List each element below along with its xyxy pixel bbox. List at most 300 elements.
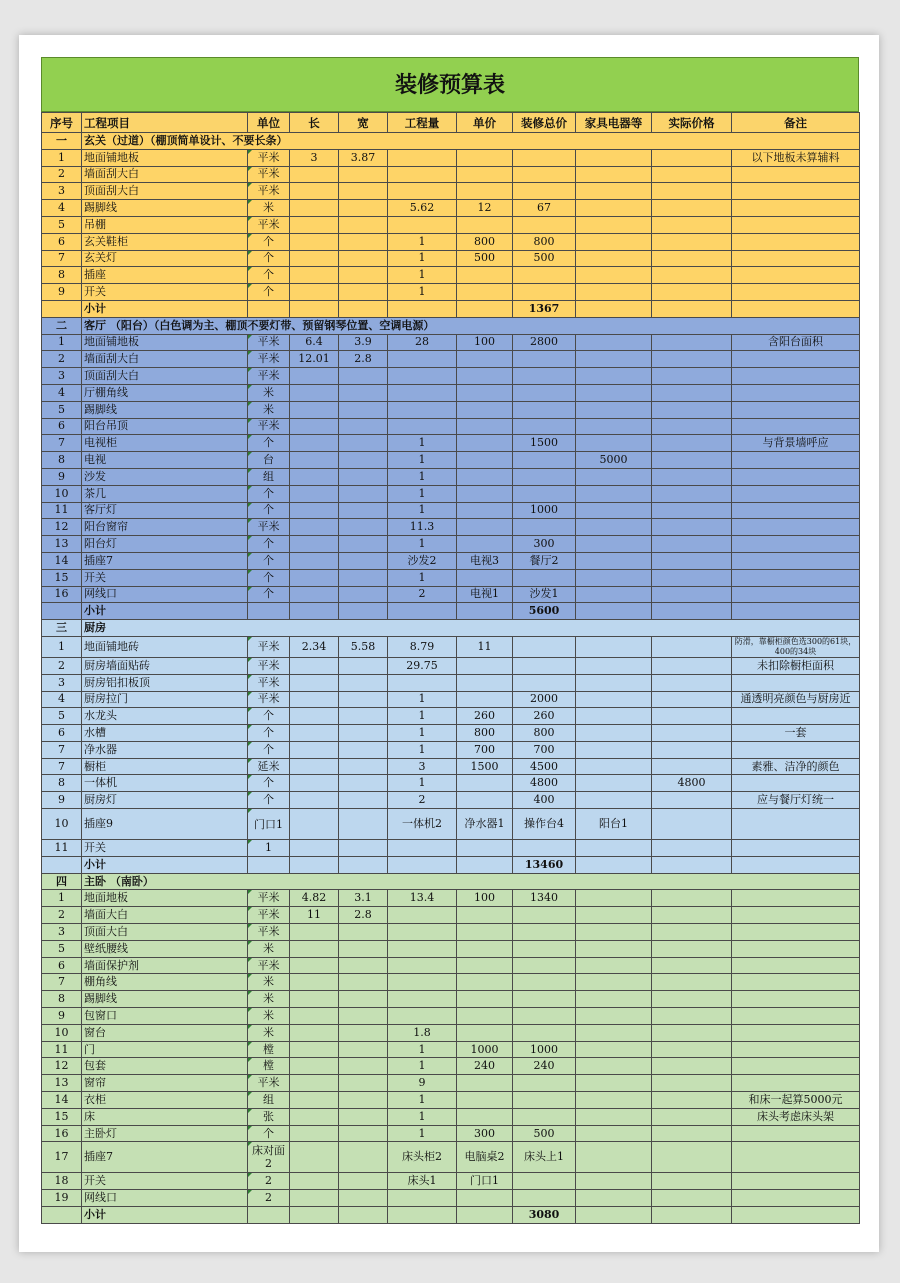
cell-appliances [576,267,652,284]
cell-item: 顶面刮大白 [82,368,248,385]
cell-unit-price: 电视1 [457,586,513,603]
cell-length [290,809,339,840]
cell-width [339,468,388,485]
cell-quantity [388,216,457,233]
cell-unit: 个 [248,775,290,792]
cell-total: 800 [513,725,576,742]
empty-cell [388,603,457,620]
cell-actual-price [652,569,732,586]
empty-cell [388,856,457,873]
cell-index: 7 [42,974,82,991]
cell-item: 墙面大白 [82,907,248,924]
cell-notes [732,233,860,250]
cell-actual-price [652,674,732,691]
cell-unit: 个 [248,233,290,250]
cell-actual-price: 4800 [652,775,732,792]
cell-appliances [576,586,652,603]
cell-index: 9 [42,284,82,301]
empty-cell [732,856,860,873]
cell-length [290,940,339,957]
cell-width [339,183,388,200]
col-header-quantity: 工程量 [388,113,457,133]
cell-index: 15 [42,569,82,586]
cell-total [513,924,576,941]
col-header-total: 装修总价 [513,113,576,133]
cell-actual-price [652,1008,732,1025]
cell-total: 240 [513,1058,576,1075]
cell-item: 床 [82,1108,248,1125]
subtotal-value: 1367 [513,300,576,317]
cell-total [513,485,576,502]
table-row [42,1173,860,1190]
cell-actual-price [652,468,732,485]
cell-item: 墙面刮大白 [82,166,248,183]
cell-index: 3 [42,924,82,941]
cell-notes: 防滑，靠橱柜颜色选300的61块，400的34块 [732,636,860,657]
cell-quantity [388,991,457,1008]
cell-item: 橱柜 [82,758,248,775]
cell-width [339,569,388,586]
cell-item: 开关 [82,569,248,586]
cell-quantity [388,183,457,200]
cell-actual-price [652,758,732,775]
cell-index: 1 [42,334,82,351]
cell-appliances [576,552,652,569]
cell-quantity [388,907,457,924]
cell-index: 8 [42,267,82,284]
cell-total [513,940,576,957]
cell-actual-price [652,1190,732,1207]
cell-total: 1000 [513,1041,576,1058]
cell-appliances [576,200,652,217]
cell-width: 3.1 [339,890,388,907]
table-row [42,1008,860,1025]
cell-actual-price [652,809,732,840]
cell-appliances [576,840,652,857]
cell-unit: 平米 [248,957,290,974]
cell-total [513,216,576,233]
cell-total: 操作台4 [513,809,576,840]
header-row [42,113,860,133]
cell-notes [732,368,860,385]
cell-unit: 个 [248,569,290,586]
cell-appliances [576,401,652,418]
cell-quantity: 28 [388,334,457,351]
cell-unit-price [457,452,513,469]
cell-unit-price [457,536,513,553]
cell-quantity [388,840,457,857]
table-row [42,267,860,284]
cell-total [513,183,576,200]
section-header-row [42,620,860,637]
cell-appliances [576,1008,652,1025]
table-row [42,657,860,674]
cell-total [513,1092,576,1109]
cell-index: 1 [42,149,82,166]
cell-item: 厨房拉门 [82,691,248,708]
cell-unit: 平米 [248,924,290,941]
cell-unit: 平米 [248,907,290,924]
cell-notes [732,418,860,435]
cell-length [290,957,339,974]
empty-cell [290,856,339,873]
cell-unit-price [457,657,513,674]
cell-width [339,1024,388,1041]
cell-actual-price [652,267,732,284]
cell-width [339,1108,388,1125]
cell-actual-price [652,940,732,957]
cell-actual-price [652,200,732,217]
cell-width [339,552,388,569]
table-row [42,758,860,775]
cell-length [290,691,339,708]
cell-quantity: 1 [388,267,457,284]
cell-item: 阳台窗帘 [82,519,248,536]
cell-appliances [576,334,652,351]
cell-total [513,657,576,674]
table-row [42,1024,860,1041]
cell-total: 餐厅2 [513,552,576,569]
cell-width [339,691,388,708]
table-row [42,1041,860,1058]
cell-unit: 平米 [248,149,290,166]
cell-unit: 平米 [248,657,290,674]
cell-unit-price [457,957,513,974]
cell-actual-price [652,485,732,502]
cell-total [513,452,576,469]
table-row [42,775,860,792]
cell-quantity [388,924,457,941]
cell-unit: 平米 [248,636,290,657]
cell-unit: 个 [248,284,290,301]
cell-total [513,166,576,183]
cell-length [290,1024,339,1041]
cell-length [290,250,339,267]
cell-item: 吊棚 [82,216,248,233]
col-header-length: 长 [290,113,339,133]
cell-appliances [576,1041,652,1058]
cell-notes: 床头考虑床头架 [732,1108,860,1125]
cell-appliances [576,691,652,708]
cell-notes [732,974,860,991]
cell-length [290,708,339,725]
cell-actual-price [652,183,732,200]
cell-index: 1 [42,890,82,907]
cell-appliances [576,775,652,792]
cell-actual-price [652,636,732,657]
cell-notes: 通透明亮颜色与厨房近 [732,691,860,708]
cell-unit-price: 800 [457,233,513,250]
cell-quantity: 1 [388,1108,457,1125]
empty-cell [732,1207,860,1224]
table-row [42,1075,860,1092]
cell-unit-price [457,368,513,385]
cell-width [339,536,388,553]
cell-actual-price [652,840,732,857]
table-row [42,1058,860,1075]
cell-index: 8 [42,775,82,792]
cell-item: 窗帘 [82,1075,248,1092]
cell-unit: 个 [248,1125,290,1142]
table-row [42,384,860,401]
subtotal-row [42,1207,860,1224]
cell-actual-price [652,401,732,418]
cell-unit-price [457,468,513,485]
cell-actual-price [652,166,732,183]
cell-item: 顶面大白 [82,924,248,941]
cell-index: 10 [42,809,82,840]
cell-index: 13 [42,1075,82,1092]
cell-appliances [576,1024,652,1041]
cell-quantity: 2 [388,792,457,809]
cell-actual-price [652,1125,732,1142]
cell-item: 阳台吊顶 [82,418,248,435]
cell-item: 墙面保护剂 [82,957,248,974]
cell-unit: 米 [248,200,290,217]
table-row [42,183,860,200]
cell-unit: 个 [248,485,290,502]
cell-notes [732,401,860,418]
cell-length [290,991,339,1008]
cell-unit: 1 [248,840,290,857]
table-row [42,452,860,469]
cell-width [339,435,388,452]
cell-notes [732,1125,860,1142]
cell-unit-price: 500 [457,250,513,267]
cell-total [513,149,576,166]
cell-unit-price: 门口1 [457,1173,513,1190]
cell-index: 10 [42,485,82,502]
cell-appliances: 5000 [576,452,652,469]
cell-actual-price [652,284,732,301]
cell-notes [732,536,860,553]
cell-unit-price [457,401,513,418]
cell-unit: 2 [248,1173,290,1190]
col-header-width: 宽 [339,113,388,133]
cell-notes [732,924,860,941]
section-number: 四 [42,873,82,890]
cell-total: 800 [513,233,576,250]
cell-total [513,674,576,691]
cell-unit-price [457,183,513,200]
cell-notes [732,267,860,284]
cell-unit-price [457,1075,513,1092]
subtotal-value: 13460 [513,856,576,873]
cell-actual-price [652,890,732,907]
cell-index: 16 [42,1125,82,1142]
cell-unit-price [457,991,513,1008]
cell-appliances [576,485,652,502]
cell-unit-price: 电视3 [457,552,513,569]
cell-unit-price: 12 [457,200,513,217]
table-row [42,334,860,351]
section-header-row [42,873,860,890]
cell-unit-price [457,1008,513,1025]
cell-length [290,586,339,603]
cell-notes: 和床一起算5000元 [732,1092,860,1109]
cell-total [513,991,576,1008]
cell-item: 厨房墙面贴砖 [82,657,248,674]
table-row [42,485,860,502]
cell-index: 5 [42,401,82,418]
section-number: 三 [42,620,82,637]
cell-width [339,1008,388,1025]
cell-item: 插座9 [82,809,248,840]
cell-unit: 个 [248,502,290,519]
cell-width [339,657,388,674]
table-row [42,792,860,809]
cell-unit-price [457,691,513,708]
cell-actual-price [652,741,732,758]
cell-unit-price: 100 [457,890,513,907]
cell-length [290,552,339,569]
cell-width [339,216,388,233]
empty-cell [457,300,513,317]
cell-notes: 以下地板未算辅料 [732,149,860,166]
cell-quantity: 1 [388,1125,457,1142]
cell-unit-price: 电脑桌2 [457,1142,513,1173]
cell-length [290,775,339,792]
cell-length [290,418,339,435]
table-row [42,569,860,586]
cell-unit: 平米 [248,1075,290,1092]
cell-quantity [388,384,457,401]
cell-index: 5 [42,216,82,233]
empty-cell [339,603,388,620]
cell-width: 3.87 [339,149,388,166]
cell-length [290,758,339,775]
cell-notes [732,890,860,907]
cell-notes [732,674,860,691]
cell-appliances [576,907,652,924]
subtotal-value: 5600 [513,603,576,620]
table-row [42,1142,860,1173]
cell-appliances [576,1125,652,1142]
subtotal-label: 小计 [82,300,248,317]
cell-unit: 米 [248,401,290,418]
cell-total [513,1008,576,1025]
cell-notes [732,1041,860,1058]
cell-quantity: 一体机2 [388,809,457,840]
table-row [42,809,860,840]
cell-unit-price [457,940,513,957]
table-row [42,284,860,301]
cell-actual-price [652,991,732,1008]
cell-unit-price [457,502,513,519]
cell-length [290,569,339,586]
cell-length [290,725,339,742]
cell-actual-price [652,435,732,452]
cell-appliances [576,233,652,250]
cell-item: 地面铺地砖 [82,636,248,657]
cell-width [339,708,388,725]
subtotal-label: 小计 [82,1207,248,1224]
cell-notes [732,957,860,974]
cell-width [339,418,388,435]
cell-length [290,657,339,674]
cell-notes [732,569,860,586]
section-header-row [42,133,860,150]
empty-cell [576,603,652,620]
table-row [42,636,860,657]
cell-notes [732,552,860,569]
empty-cell [457,856,513,873]
cell-width [339,200,388,217]
cell-width [339,1142,388,1173]
cell-length [290,284,339,301]
cell-unit: 平米 [248,216,290,233]
cell-notes [732,200,860,217]
table-row [42,216,860,233]
cell-item: 插座7 [82,1142,248,1173]
cell-quantity: 13.4 [388,890,457,907]
table-row [42,401,860,418]
empty-cell [339,300,388,317]
cell-length [290,674,339,691]
cell-quantity: 1 [388,1041,457,1058]
cell-quantity [388,351,457,368]
cell-unit-price: 净水器1 [457,809,513,840]
cell-length [290,792,339,809]
cell-appliances [576,216,652,233]
cell-total: 2800 [513,334,576,351]
subtotal-label: 小计 [82,603,248,620]
cell-unit: 平米 [248,519,290,536]
cell-quantity [388,166,457,183]
cell-notes: 素雅、洁净的颜色 [732,758,860,775]
cell-index: 19 [42,1190,82,1207]
cell-notes [732,183,860,200]
cell-unit: 台 [248,452,290,469]
empty-cell [652,603,732,620]
cell-width [339,233,388,250]
subtotal-row [42,300,860,317]
cell-length [290,452,339,469]
empty-cell [652,856,732,873]
cell-unit: 个 [248,435,290,452]
section-number: 一 [42,133,82,150]
cell-notes [732,809,860,840]
cell-unit: 平米 [248,890,290,907]
cell-quantity: 1 [388,1092,457,1109]
cell-index: 14 [42,1092,82,1109]
cell-notes [732,384,860,401]
cell-item: 踢脚线 [82,991,248,1008]
cell-appliances [576,368,652,385]
cell-width [339,384,388,401]
cell-appliances [576,250,652,267]
cell-width: 3.9 [339,334,388,351]
cell-unit: 个 [248,586,290,603]
cell-quantity: 29.75 [388,657,457,674]
cell-unit: 平米 [248,418,290,435]
cell-width [339,1075,388,1092]
cell-total [513,1190,576,1207]
cell-quantity: 1 [388,502,457,519]
cell-item: 顶面刮大白 [82,183,248,200]
table-row [42,1125,860,1142]
cell-appliances [576,351,652,368]
table-row [42,233,860,250]
cell-length: 4.82 [290,890,339,907]
subtotal-row [42,603,860,620]
cell-notes [732,940,860,957]
cell-unit-price: 300 [457,1125,513,1142]
cell-appliances: 阳台1 [576,809,652,840]
cell-item: 包窗口 [82,1008,248,1025]
cell-total [513,368,576,385]
col-header-item: 工程项目 [82,113,248,133]
